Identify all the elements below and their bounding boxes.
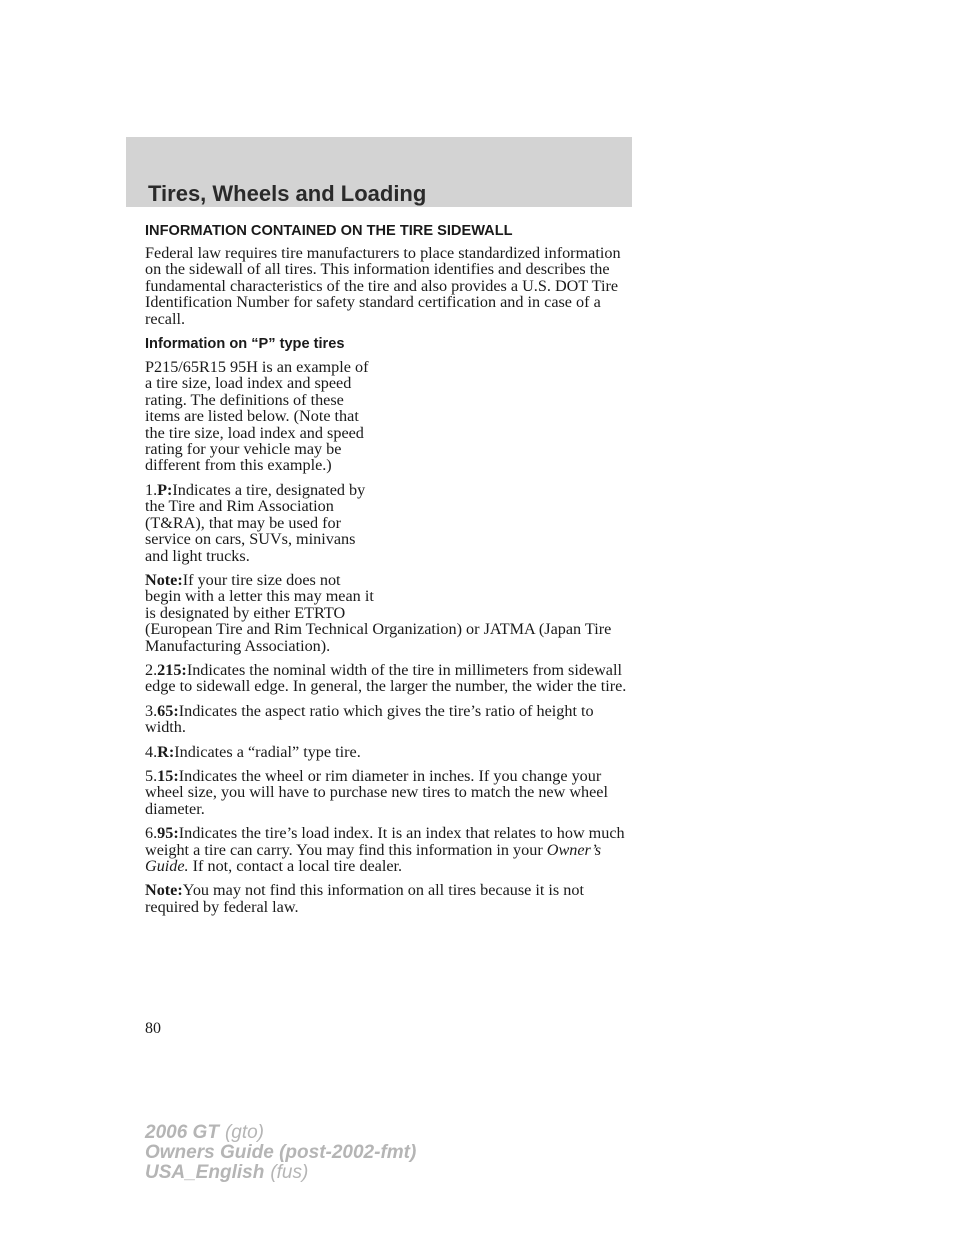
note-text-wide: (European Tire and Rim Technical Organization) or JATMA (Japan Tire Manufacturing Association). bbox=[145, 620, 612, 655]
item-number: 3. bbox=[145, 701, 158, 720]
item-number: 2. bbox=[145, 660, 158, 679]
item-95 bbox=[145, 825, 635, 874]
item-key: 15: bbox=[157, 766, 179, 785]
note-federal-law bbox=[145, 882, 635, 915]
note-narrow-part bbox=[145, 572, 377, 621]
item-text: Indicates the aspect ratio which gives the tire’s ratio of height to width. bbox=[145, 701, 594, 737]
footer-language: USA_English bbox=[145, 1162, 265, 1183]
item-key: 215: bbox=[157, 660, 187, 679]
item-text: Indicates the wheel or rim diameter in inches. If you change your wheel size, you will have to purchase new tires to match the new wheel diameter. bbox=[145, 766, 608, 818]
item-key: 65: bbox=[157, 701, 179, 720]
item-key: P: bbox=[157, 480, 173, 499]
item-number: 6. bbox=[145, 824, 158, 843]
item-p bbox=[145, 482, 377, 564]
footer-guide: Owners Guide (post-2002-fmt) bbox=[145, 1142, 417, 1163]
note-etrto bbox=[145, 572, 635, 654]
item-text-after: If not, contact a local tire dealer. bbox=[192, 857, 403, 875]
item-key: 95: bbox=[157, 824, 179, 843]
footer-model: 2006 GT bbox=[145, 1122, 219, 1143]
page-header-title: Tires, Wheels and Loading bbox=[148, 181, 427, 206]
footer-language-code: (fus) bbox=[270, 1162, 309, 1183]
page-number: 80 bbox=[145, 1020, 161, 1037]
footer-line-3 bbox=[145, 1163, 416, 1183]
item-number: 4. bbox=[145, 742, 158, 761]
item-key: R: bbox=[157, 742, 175, 761]
subsection-title: Information on “P” type tires bbox=[145, 336, 345, 353]
item-text: Indicates a “radial” type tire. bbox=[174, 742, 361, 761]
example-paragraph: P215/65R15 95H is an example of a tire size, load index and speed rating. The definitions of these items are listed below. (Note that the tire size, load index and speed rating for your vehicle may be different from this example.) bbox=[145, 358, 369, 475]
document-footer bbox=[145, 1123, 416, 1183]
item-r bbox=[145, 744, 635, 760]
item-text: Indicates a tire, designated by the Tire and Rim Association (T&RA), that may be used for service on cars, SUVs, minivans and light trucks. bbox=[145, 480, 366, 565]
footer-model-code: (gto) bbox=[224, 1122, 265, 1143]
item-text: Indicates the tire’s load index. It is an index that relates to how much weight a tire can carry. You may find this information in your bbox=[145, 824, 625, 859]
footer-line-2 bbox=[145, 1143, 416, 1163]
section-title: INFORMATION CONTAINED ON THE TIRE SIDEWALL bbox=[145, 223, 513, 239]
note-text-narrow: If your tire size does not begin with a letter this may mean it is designated by either ETRTO bbox=[145, 570, 374, 622]
intro-paragraph: Federal law requires tire manufacturers to place standardized information on the sidewall of all tires. This information identifies and describes the fundamental characteristics of the tire and also provides a U.S. DOT Tire Identification Number for safety standard certification and in case of a recall. bbox=[145, 244, 621, 328]
item-215 bbox=[145, 662, 635, 695]
note-label: Note: bbox=[145, 881, 183, 900]
footer-line-1 bbox=[145, 1123, 416, 1143]
owners-guide-emphasis: Owner’s Guide. bbox=[145, 840, 602, 875]
note-label: Note: bbox=[145, 570, 183, 589]
item-number: 5. bbox=[145, 766, 158, 785]
note-text: You may not find this information on all tires because it is not required by federal law. bbox=[145, 881, 584, 916]
item-number: 1. bbox=[145, 480, 158, 499]
item-15 bbox=[145, 768, 635, 817]
item-65 bbox=[145, 703, 635, 736]
page-content bbox=[145, 222, 635, 923]
item-text: Indicates the nominal width of the tire in millimeters from sidewall edge to sidewall edge. In general, the larger the number, the wider the tire. bbox=[145, 660, 627, 696]
